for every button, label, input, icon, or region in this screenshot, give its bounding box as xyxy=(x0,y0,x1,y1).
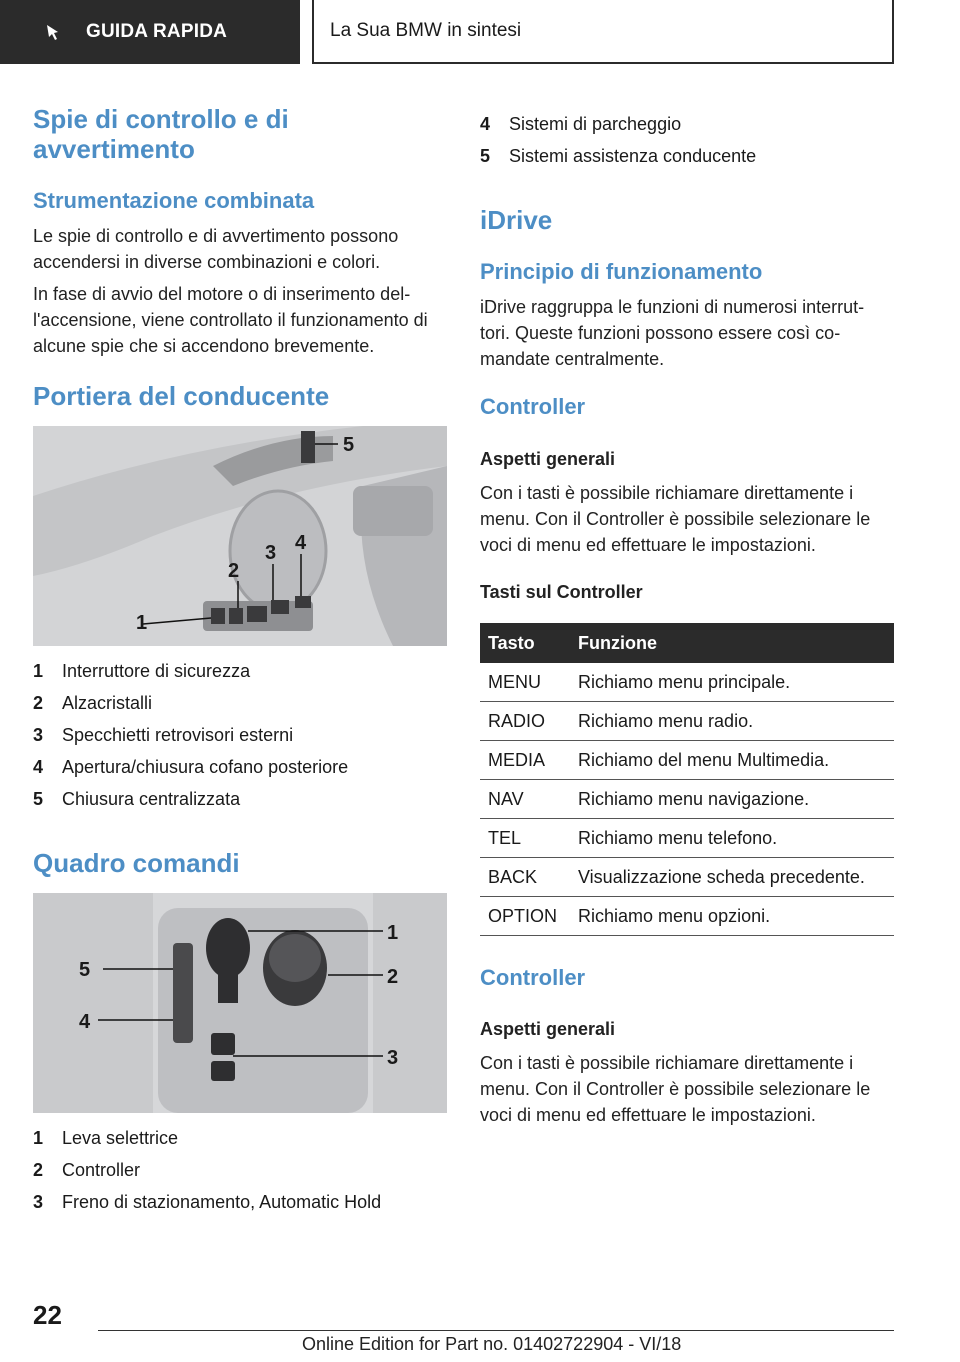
table-cell: Richiamo menu radio. xyxy=(570,702,894,741)
warning-lights-title: Spie di controllo e di avvertimento xyxy=(33,104,289,164)
center-console-legend xyxy=(33,1122,447,1218)
table-row xyxy=(480,780,894,819)
table-cell: OPTION xyxy=(480,897,570,936)
principle-subtitle: Principio di funzionamento xyxy=(480,259,763,284)
list-item: 3 Freno di stazionamento, Automatic Hold xyxy=(33,1191,382,1212)
idrive-title: iDrive xyxy=(480,205,553,235)
table-cell: Richiamo menu opzioni. xyxy=(570,897,894,936)
table-row xyxy=(480,741,894,780)
section-tab[interactable] xyxy=(0,0,300,64)
buttons-heading: Tasti sul Controller xyxy=(480,582,643,602)
table-cell: Richiamo menu telefono. xyxy=(570,819,894,858)
list-item: 3 Specchietti retrovisori esterni xyxy=(33,724,294,745)
driver-door-illustration xyxy=(33,426,447,646)
car-arrow-icon xyxy=(44,22,64,42)
table-cell: TEL xyxy=(480,819,570,858)
door-callout-3: 3 xyxy=(265,542,277,564)
list-item: 5 Chiusura centralizzata xyxy=(33,788,241,809)
door-callout-5: 5 xyxy=(343,434,355,456)
controller-title: Controller xyxy=(480,394,586,419)
console-callout-2: 2 xyxy=(387,966,399,988)
center-console-legend-cont xyxy=(480,108,894,172)
general-para: Con i tasti è possibile richiamare direttamente i menu. Con il Controller è possibile selezionare le voci di menu ed effettuare le impostazioni. xyxy=(480,483,871,555)
door-callout-1: 1 xyxy=(136,612,148,634)
console-callout-3: 3 xyxy=(387,1047,399,1069)
edition-note: Online Edition for Part no. 01402722904 - VI/18 xyxy=(302,1334,682,1354)
controller-buttons-table xyxy=(480,623,894,936)
list-item: 2 Alzacristalli xyxy=(33,692,153,713)
table-cell: Richiamo menu navigazione. xyxy=(570,780,894,819)
console-callout-4: 4 xyxy=(79,1011,91,1033)
table-row xyxy=(480,702,894,741)
footer-divider xyxy=(98,1330,894,1331)
general-para-2: Con i tasti è possibile richiamare direttamente i menu. Con il Controller è possibile selezionare le voci di menu ed effettuare le impostazioni. xyxy=(480,1053,871,1125)
list-item: 1 Interruttore di sicurezza xyxy=(33,660,251,681)
instrument-para-1: Le spie di controllo e di avvertimento possono accendersi in diverse combinazioni e colori. xyxy=(33,226,399,272)
list-item: 4 Sistemi di parcheggio xyxy=(480,113,682,134)
list-item: 5 Sistemi assistenza conducente xyxy=(480,145,757,166)
chapter-header xyxy=(312,0,894,64)
table-cell: BACK xyxy=(480,858,570,897)
list-item: 4 Apertura/chiusura cofano posteriore xyxy=(33,756,349,777)
general-heading: Aspetti generali xyxy=(480,449,616,469)
controller-title-2: Controller xyxy=(480,965,586,990)
list-item: 2 Controller xyxy=(33,1159,141,1180)
table-cell: MENU xyxy=(480,663,570,702)
door-callout-2: 2 xyxy=(228,560,240,582)
center-console-illustration xyxy=(33,893,447,1113)
list-item: 1 Leva selettrice xyxy=(33,1127,179,1148)
table-cell: MEDIA xyxy=(480,741,570,780)
table-cell: RADIO xyxy=(480,702,570,741)
chapter-title: La Sua BMW in sintesi xyxy=(330,20,522,41)
table-row xyxy=(480,858,894,897)
table-row xyxy=(480,897,894,936)
table-cell: Richiamo menu principale. xyxy=(570,663,894,702)
instrument-cluster-subtitle: Strumentazione combinata xyxy=(33,188,315,213)
table-cell: NAV xyxy=(480,780,570,819)
general-heading-2: Aspetti generali xyxy=(480,1019,616,1039)
page-number: 22 xyxy=(33,1300,62,1330)
center-console-photo xyxy=(33,893,447,1113)
table-cell: Richiamo del menu Multimedia. xyxy=(570,741,894,780)
principle-para: iDrive raggruppa le funzioni di numerosi interrut-tori. Queste funzioni possono essere così co-mandate centralmente. xyxy=(480,297,865,369)
driver-door-legend xyxy=(33,655,447,815)
driver-door-title: Portiera del conducente xyxy=(33,381,330,411)
instrument-para-2: In fase di avvio del motore o di inserimento del-l'accensione, viene controllato il funzionamento di alcune spie che si accendono brevemente. xyxy=(33,284,428,356)
table-row xyxy=(480,819,894,858)
column-header: Tasto xyxy=(480,623,570,663)
table-cell: Visualizzazione scheda precedente. xyxy=(570,858,894,897)
console-callout-1: 1 xyxy=(387,922,399,944)
door-callout-4: 4 xyxy=(295,532,307,554)
driver-door-photo xyxy=(33,426,447,646)
console-callout-5: 5 xyxy=(79,959,91,981)
center-console-title: Quadro comandi xyxy=(33,848,240,878)
table-header-row xyxy=(480,623,894,663)
column-header: Funzione xyxy=(570,623,894,663)
section-label: GUIDA RAPIDA xyxy=(86,21,228,42)
table-row xyxy=(480,663,894,702)
